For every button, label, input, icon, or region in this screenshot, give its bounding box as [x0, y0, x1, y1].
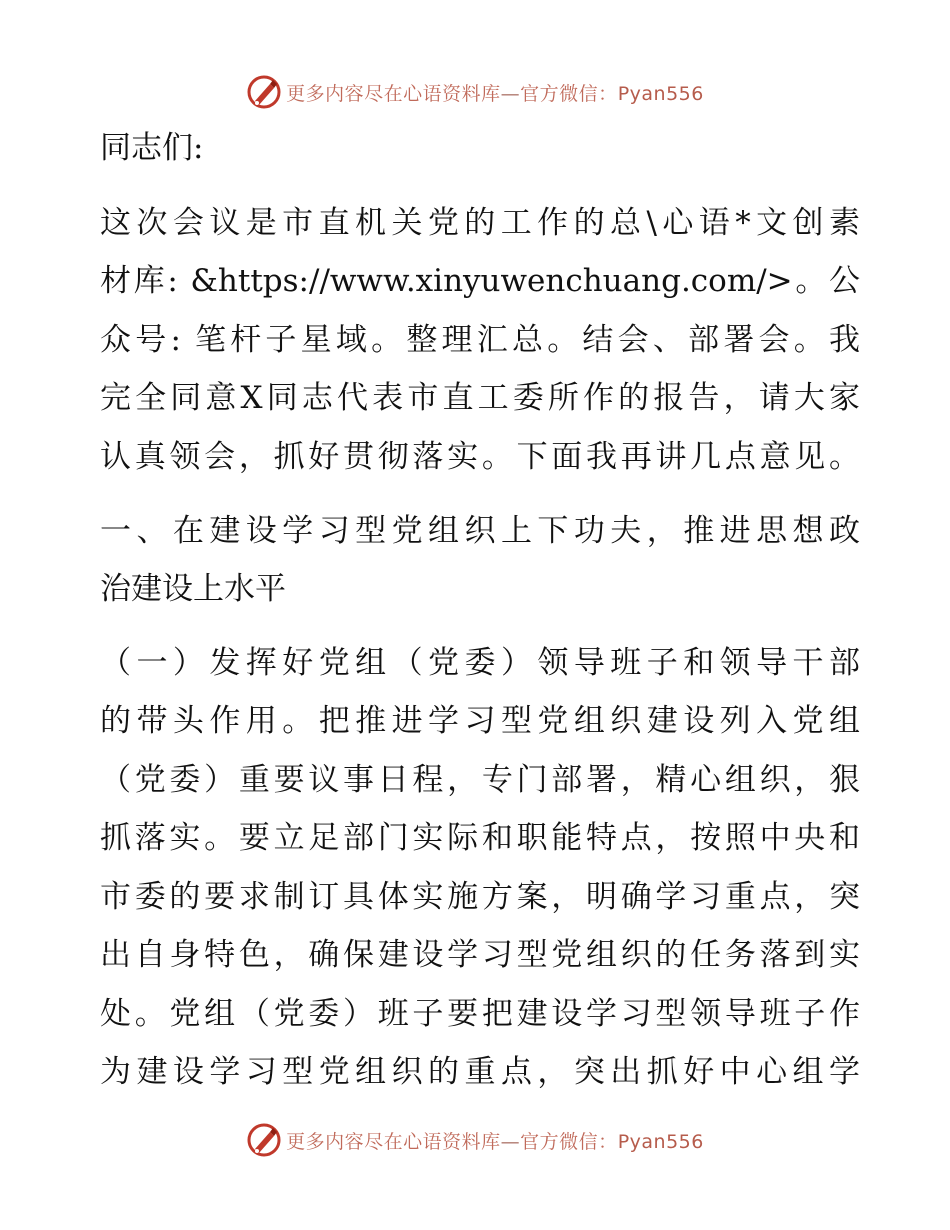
- paragraph-line: 众号: 笔杆子星域。整理汇总。结会、部署会。我: [100, 322, 860, 358]
- paragraph-line: 市委的要求制订具体实施方案，明确学习重点，突: [100, 879, 860, 915]
- banner-separator: —: [500, 1130, 521, 1153]
- paragraph-line: 材库: &https://www.xinyuwenchuang.com/>。公: [100, 263, 860, 299]
- paragraph-line: 为建设学习型党组织的重点，突出抓好中心组学: [100, 1054, 860, 1090]
- paragraph-line: （一）发挥好党组（党委）领导班子和领导干部: [100, 645, 860, 681]
- banner-wechat-label: 官方微信：: [520, 82, 618, 105]
- paragraph-line: 完全同意X同志代表市直工委所作的报告，请大家: [100, 380, 860, 416]
- banner-text: [286, 1127, 704, 1154]
- paragraph-line: 抓落实。要立足部门实际和职能特点，按照中央和: [100, 820, 860, 856]
- banner-wechat-id: Pyan556: [617, 1130, 704, 1153]
- banner-wechat-id: Pyan556: [617, 82, 704, 105]
- paragraph-line: 的带头作用。把推进学习型党组织建设列入党组: [100, 703, 860, 739]
- paragraph-line: 认真领会，抓好贯彻落实。下面我再讲几点意见。: [100, 439, 860, 475]
- banner-site-text: 更多内容尽在心语资料库: [286, 1130, 501, 1153]
- paragraph-line: （党委）重要议事日程，专门部署，精心组织，狠: [100, 762, 860, 798]
- paragraph-line: 这次会议是市直机关党的工作的总\心语*文创素: [100, 205, 860, 241]
- paragraph-line: 处。党组（党委）班子要把建设学习型领导班子作: [100, 996, 860, 1032]
- banner-wechat-label: 官方微信：: [520, 1130, 618, 1153]
- salutation-line: 同志们:: [100, 130, 204, 166]
- paragraph-line: 出自身特色，确保建设学习型党组织的任务落到实: [100, 937, 860, 973]
- footer-banner: [0, 1120, 950, 1160]
- section-heading-line: 治建设上水平: [100, 571, 286, 607]
- banner-separator: —: [500, 82, 521, 105]
- banner-site-text: 更多内容尽在心语资料库: [286, 82, 501, 105]
- section-heading-line: 一、在建设学习型党组织上下功夫，推进思想政: [100, 513, 860, 549]
- pen-logo-icon: [246, 1122, 282, 1158]
